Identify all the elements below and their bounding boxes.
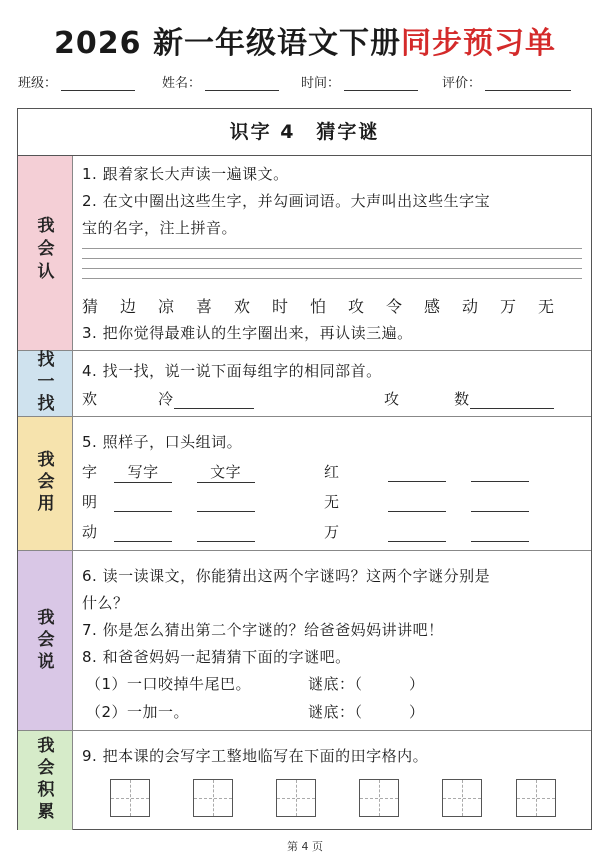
tianzige-box[interactable] — [276, 779, 316, 817]
student-info-row — [18, 72, 598, 96]
section-divider — [18, 730, 591, 731]
char-hong: 红 — [324, 463, 340, 481]
pinyin-line — [82, 248, 582, 249]
new-char: 动 — [462, 297, 479, 316]
question-9: 9. 把本课的会写字工整地临写在下面的田字格内。 — [82, 747, 429, 765]
tianzige-box[interactable] — [110, 779, 150, 817]
new-char: 凉 — [158, 297, 175, 316]
example-row — [82, 461, 255, 483]
class-field[interactable] — [18, 72, 135, 91]
title-main: 2026 新一年级语文下册 — [54, 26, 401, 61]
time-blank[interactable] — [344, 75, 418, 91]
question-5: 5. 照样子，口头组词。 — [82, 433, 243, 451]
worksheet-frame — [17, 108, 592, 830]
radical-pair-2 — [384, 388, 554, 409]
char-ming: 明 — [82, 493, 98, 511]
word-row-dong — [82, 521, 255, 542]
word-blank[interactable] — [471, 465, 529, 482]
word-shu: 数 — [454, 390, 470, 408]
example-word-1: 写字 — [114, 461, 172, 483]
section-divider — [18, 416, 591, 417]
question-4: 4. 找一找，说一说下面每组字的相同部首。 — [82, 362, 382, 380]
riddle-1-answer[interactable]: 谜底：（ ） — [308, 675, 425, 693]
new-char: 猜 — [82, 297, 99, 316]
section-divider — [18, 350, 591, 351]
word-blank[interactable] — [114, 525, 172, 542]
example-char: 字 — [82, 463, 98, 481]
pinyin-line — [82, 278, 582, 279]
word-blank[interactable] — [388, 525, 446, 542]
word-leng: 冷 — [158, 390, 174, 408]
find-label: 找一找 — [37, 350, 55, 414]
word-blank[interactable] — [114, 495, 172, 512]
pinyin-line — [82, 268, 582, 269]
lesson-title: 识字 4 猜字谜 — [18, 109, 591, 156]
eval-label: 评价： — [442, 76, 482, 91]
name-label: 姓名： — [162, 76, 202, 91]
question-7: 7. 你是怎么猜出第二个字谜的？给爸爸妈妈讲讲吧！ — [82, 621, 444, 639]
new-char: 令 — [386, 297, 403, 316]
question-6-line-1: 6. 读一读课文，你能猜出这两个字谜吗？这两个字谜分别是 — [82, 567, 491, 585]
tianzige-box[interactable] — [193, 779, 233, 817]
word-blank[interactable] — [388, 495, 446, 512]
new-char: 边 — [120, 297, 137, 316]
riddle-2: （2）一加一。 — [86, 703, 190, 721]
char-dong: 动 — [82, 523, 98, 541]
radical-blank-1[interactable] — [174, 392, 254, 409]
new-char: 攻 — [348, 297, 365, 316]
word-blank[interactable] — [471, 495, 529, 512]
title-highlight: 同步预习单 — [400, 26, 556, 61]
name-field[interactable] — [162, 72, 279, 91]
class-blank[interactable] — [61, 75, 135, 91]
page-title — [0, 18, 610, 62]
speak-label: 我会说 — [37, 608, 55, 672]
recognize-label: 我会认 — [37, 216, 55, 282]
time-label: 时间： — [301, 76, 341, 91]
new-char: 怕 — [310, 297, 327, 316]
word-row-hong — [324, 461, 529, 482]
new-char: 无 — [538, 297, 555, 316]
accumulate-label: 我会积累 — [37, 736, 55, 822]
word-blank[interactable] — [471, 525, 529, 542]
time-field[interactable] — [301, 72, 418, 91]
class-label: 班级： — [18, 76, 58, 91]
radical-blank-2[interactable] — [470, 392, 554, 409]
new-char: 时 — [272, 297, 289, 316]
word-gong: 攻 — [384, 390, 400, 408]
name-blank[interactable] — [205, 75, 279, 91]
word-row-wan — [324, 521, 529, 542]
example-word-2: 文字 — [197, 461, 255, 483]
word-row-wu — [324, 491, 529, 512]
question-6-line-2: 什么？ — [82, 594, 129, 612]
page-number: 第 4 页 — [287, 840, 323, 853]
word-row-ming — [82, 491, 255, 512]
riddle-1: （1）一口咬掉牛尾巴。 — [86, 675, 252, 693]
tianzige-box[interactable] — [442, 779, 482, 817]
question-2-line-1: 2. 在文中圈出这些生字，并勾画词语。大声叫出这些生字宝 — [82, 192, 491, 210]
riddle-2-answer[interactable]: 谜底：（ ） — [308, 703, 425, 721]
section-divider — [18, 550, 591, 551]
word-blank[interactable] — [197, 525, 255, 542]
word-blank[interactable] — [388, 465, 446, 482]
word-huan: 欢 — [82, 390, 98, 408]
tianzige-box[interactable] — [516, 779, 556, 817]
question-3: 3. 把你觉得最难认的生字圈出来，再认读三遍。 — [82, 324, 413, 342]
new-char: 欢 — [234, 297, 251, 316]
new-char: 万 — [500, 297, 517, 316]
new-char: 感 — [424, 297, 441, 316]
use-label: 我会用 — [37, 450, 55, 514]
eval-blank[interactable] — [485, 75, 571, 91]
eval-field[interactable] — [442, 72, 571, 91]
word-blank[interactable] — [197, 495, 255, 512]
question-8: 8. 和爸爸妈妈一起猜猜下面的字谜吧。 — [82, 648, 351, 666]
question-2-line-2: 宝的名字，注上拼音。 — [82, 219, 238, 237]
question-1: 1. 跟着家长大声读一遍课文。 — [82, 165, 289, 183]
tianzige-box[interactable] — [359, 779, 399, 817]
char-wu: 无 — [324, 493, 340, 511]
radical-pair-1 — [82, 388, 254, 409]
pinyin-line — [82, 258, 582, 259]
char-wan: 万 — [324, 523, 340, 541]
new-char: 喜 — [196, 297, 213, 316]
